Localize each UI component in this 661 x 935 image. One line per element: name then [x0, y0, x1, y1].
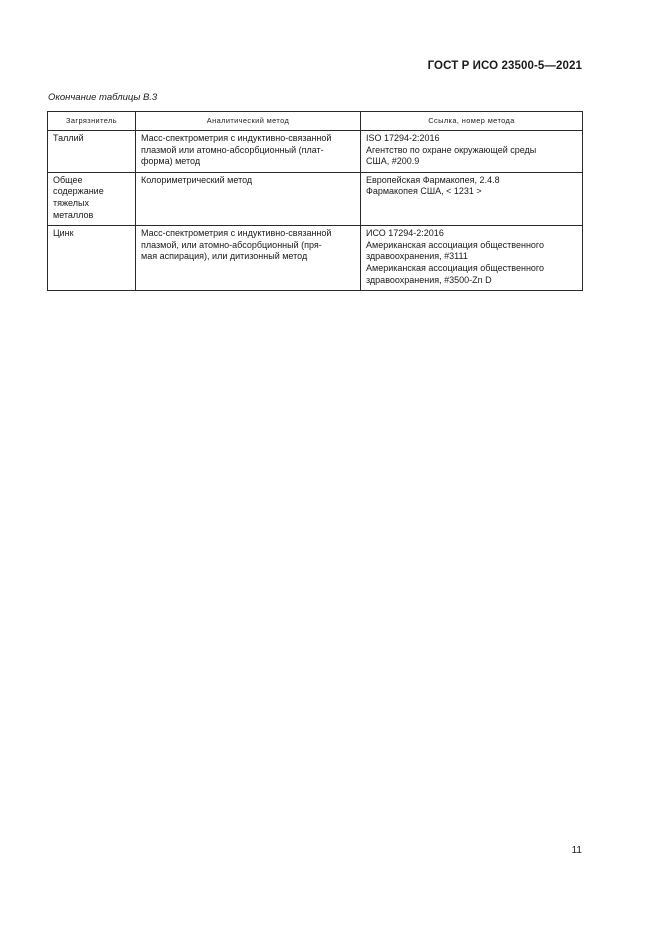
cell-line: плазмой или атомно-абсорбционный (плат- [141, 144, 324, 155]
cell-line: Фармакопея США, < 1231 > [366, 186, 482, 197]
method-cell [136, 226, 361, 291]
contaminant-cell [48, 172, 136, 225]
cell-line: Цинк [53, 228, 74, 239]
header-contaminant: Загрязнитель [48, 112, 136, 131]
method-cell [136, 172, 361, 225]
reference-cell [361, 172, 583, 225]
cell-line: Масс-спектрометрия с индуктивно-связанной [141, 228, 332, 239]
cell-line: тяжелых [53, 197, 89, 208]
document-header: ГОСТ Р ИСО 23500-5—2021 [427, 60, 582, 72]
cell-line: Масс-спектрометрия с индуктивно-связанной [141, 133, 332, 143]
cell-line: Общее [53, 174, 83, 185]
contaminant-cell [48, 226, 136, 291]
cell-line: Таллий [53, 133, 84, 143]
contaminant-cell [48, 131, 136, 173]
table-caption: Окончание таблицы В.3 [48, 92, 158, 103]
method-cell [136, 131, 361, 173]
cell-line: ISO 17294-2:2016 [366, 133, 440, 143]
page-number: 11 [571, 845, 582, 856]
cell-line: Американская ассоциация общественного [366, 262, 545, 273]
cell-line: Европейская Фармакопея, 2.4.8 [366, 174, 500, 185]
table-row [48, 131, 583, 173]
header-reference: Ссылка, номер метода [361, 112, 583, 131]
contaminant-methods-table [47, 111, 583, 291]
cell-line: здравоохранения, #3500-Zn D [366, 274, 492, 285]
cell-line: Агентство по охране окружающей среды [366, 144, 537, 155]
header-method: Аналитический метод [136, 112, 361, 131]
cell-line: Колориметрический метод [141, 174, 253, 185]
cell-line: мая аспирация), или дитизонный метод [141, 251, 308, 262]
cell-line: Американская ассоциация общественного [366, 239, 545, 250]
cell-line: ИСО 17294-2:2016 [366, 228, 444, 239]
cell-line: здравоохранения, #3111 [366, 251, 468, 262]
table-row [48, 226, 583, 291]
cell-line: металлов [53, 209, 94, 220]
table-header-row [48, 112, 583, 131]
reference-cell [361, 131, 583, 173]
reference-cell [361, 226, 583, 291]
cell-line: плазмой, или атомно-абсорбционный (пря- [141, 239, 322, 250]
cell-line: форма) метод [141, 156, 201, 167]
cell-line: содержание [53, 186, 104, 197]
table-row [48, 172, 583, 225]
cell-line: США, #200.9 [366, 156, 420, 167]
